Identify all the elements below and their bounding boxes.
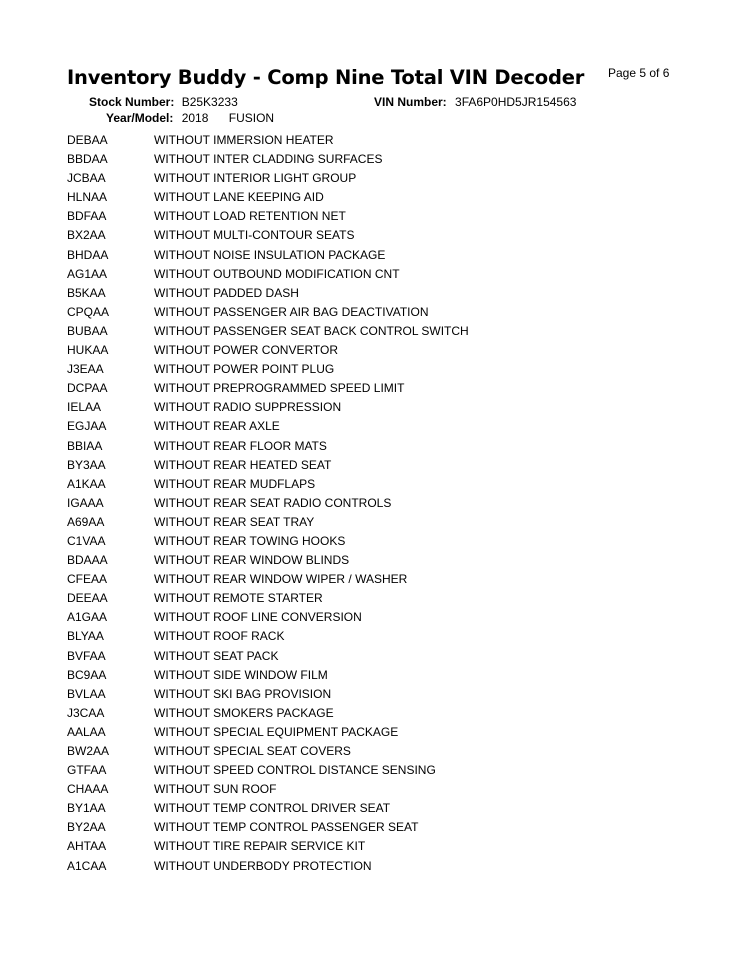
option-description: WITHOUT POWER POINT PLUG [154,362,335,377]
list-item [67,265,627,284]
list-item [67,246,627,265]
year-value: 2018 [181,111,209,125]
list-item [67,818,627,837]
list-item [67,131,627,150]
option-description: WITHOUT TEMP CONTROL PASSENGER SEAT [154,820,419,835]
option-description: WITHOUT NOISE INSULATION PACKAGE [154,247,386,262]
option-code: BHDAA [67,247,109,262]
option-description: WITHOUT POWER CONVERTOR [154,343,339,358]
option-description: WITHOUT REAR HEATED SEAT [154,457,332,472]
option-description: WITHOUT SEAT PACK [154,648,279,663]
option-description: WITHOUT UNDERBODY PROTECTION [154,858,372,873]
option-code: AG1AA [67,266,108,281]
option-description: WITHOUT REAR AXLE [154,419,280,434]
option-code: DEEAA [67,591,108,606]
option-description: WITHOUT REAR MUDFLAPS [154,476,316,491]
option-code: BY1AA [67,801,106,816]
option-description: WITHOUT LANE KEEPING AID [154,190,324,205]
option-code: BY2AA [67,820,106,835]
list-item [67,494,627,513]
option-code: BY3AA [67,457,106,472]
page-title: Inventory Buddy - Comp Nine Total VIN Decoder [67,66,585,89]
list-item [67,207,627,226]
option-code: BW2AA [67,744,110,758]
option-code: BVFAA [67,648,106,663]
list-item [67,685,627,704]
option-description: WITHOUT RADIO SUPPRESSION [154,400,342,415]
option-description: WITHOUT TIRE REPAIR SERVICE KIT [154,839,366,854]
list-item [67,647,627,666]
list-item [67,666,627,685]
option-code: JCBAA [67,171,106,186]
option-description: WITHOUT SMOKERS PACKAGE [154,705,334,720]
vin-number-field [374,95,576,109]
list-item [67,513,627,532]
option-code: BDAAA [67,553,108,568]
page-number: Page 5 of 6 [608,66,670,80]
option-code: BX2AA [67,228,106,243]
option-code: A1CAA [67,858,107,873]
stock-number-label: Stock Number: [89,95,175,109]
list-item [67,837,627,856]
list-item [67,589,627,608]
option-code: HUKAA [67,343,109,358]
option-code: C1VAA [67,533,106,548]
option-code: CFEAA [67,572,108,587]
list-item [67,608,627,627]
list-item [67,799,627,818]
option-code: GTFAA [67,763,107,778]
list-item [67,532,627,551]
option-description: WITHOUT ROOF RACK [154,629,285,644]
option-description: WITHOUT SIDE WINDOW FILM [154,667,328,682]
list-item [67,780,627,799]
option-description: WITHOUT OUTBOUND MODIFICATION CNT [154,266,400,281]
option-code: BDFAA [67,209,107,224]
option-code: IGAAA [67,495,104,510]
option-code: BLYAA [67,629,104,644]
option-description: WITHOUT LOAD RETENTION NET [154,209,346,224]
option-code: A1GAA [67,610,108,625]
option-code: B5KAA [67,285,106,300]
option-code: CHAAA [67,782,109,797]
model-value: FUSION [228,111,275,125]
option-description: WITHOUT SKI BAG PROVISION [154,686,332,701]
list-item [67,303,627,322]
stock-number-value: B25K3233 [181,95,238,109]
vin-number-label: VIN Number: [374,95,447,109]
list-item [67,551,627,570]
option-code: J3EAA [67,362,104,377]
option-code: CPQAA [67,304,110,319]
option-description: WITHOUT REAR SEAT TRAY [154,514,315,529]
option-code: EGJAA [67,419,107,434]
stock-number-field [89,95,238,109]
option-code: DEBAA [67,133,108,147]
option-code: A69AA [67,514,105,529]
option-code: AALAA [67,724,106,739]
list-item [67,322,627,341]
option-description: WITHOUT TEMP CONTROL DRIVER SEAT [154,801,391,816]
option-code: BC9AA [67,667,107,682]
year-model-label: Year/Model: [106,111,174,125]
option-description: WITHOUT PADDED DASH [154,285,299,300]
option-description: WITHOUT ROOF LINE CONVERSION [154,610,362,625]
option-description: WITHOUT SPEED CONTROL DISTANCE SENSING [154,763,436,778]
list-item [67,417,627,436]
option-code: A1KAA [67,476,106,491]
list-item [67,742,627,761]
list-item [67,341,627,360]
list-item [67,761,627,780]
list-item [67,169,627,188]
list-item [67,150,627,169]
option-description: WITHOUT REAR WINDOW WIPER / WASHER [154,572,408,587]
option-code: AHTAA [67,839,107,854]
option-code: HLNAA [67,190,108,205]
option-code-list [67,131,627,876]
option-description: WITHOUT REAR WINDOW BLINDS [154,553,350,568]
list-item [67,857,627,876]
option-description: WITHOUT MULTI-CONTOUR SEATS [154,228,355,243]
list-item [67,627,627,646]
list-item [67,398,627,417]
list-item [67,284,627,303]
option-description: WITHOUT SUN ROOF [154,782,277,797]
list-item [67,475,627,494]
option-description: WITHOUT IMMERSION HEATER [154,133,334,147]
year-model-field [106,111,274,125]
option-description: WITHOUT SPECIAL SEAT COVERS [154,744,351,758]
option-description: WITHOUT REAR SEAT RADIO CONTROLS [154,495,392,510]
option-description: WITHOUT REMOTE STARTER [154,591,323,606]
option-code: DCPAA [67,381,108,396]
option-code: BUBAA [67,323,108,338]
option-description: WITHOUT REAR TOWING HOOKS [154,533,346,548]
list-item [67,723,627,742]
option-description: WITHOUT REAR FLOOR MATS [154,438,327,453]
list-item [67,360,627,379]
vin-number-value: 3FA6P0HD5JR154563 [455,95,577,109]
option-code: IELAA [67,400,102,415]
list-item [67,456,627,475]
option-description: WITHOUT INTERIOR LIGHT GROUP [154,171,357,186]
option-code: J3CAA [67,705,105,720]
option-description: WITHOUT PREPROGRAMMED SPEED LIMIT [154,381,405,396]
list-item [67,379,627,398]
option-code: BBIAA [67,438,103,453]
list-item [67,188,627,207]
list-item [67,570,627,589]
option-code: BVLAA [67,686,106,701]
list-item [67,704,627,723]
option-code: BBDAA [67,152,108,167]
list-item [67,226,627,245]
option-description: WITHOUT PASSENGER SEAT BACK CONTROL SWITCH [154,323,469,338]
option-description: WITHOUT PASSENGER AIR BAG DEACTIVATION [154,304,429,319]
list-item [67,437,627,456]
option-description: WITHOUT SPECIAL EQUIPMENT PACKAGE [154,724,399,739]
option-description: WITHOUT INTER CLADDING SURFACES [154,152,383,167]
